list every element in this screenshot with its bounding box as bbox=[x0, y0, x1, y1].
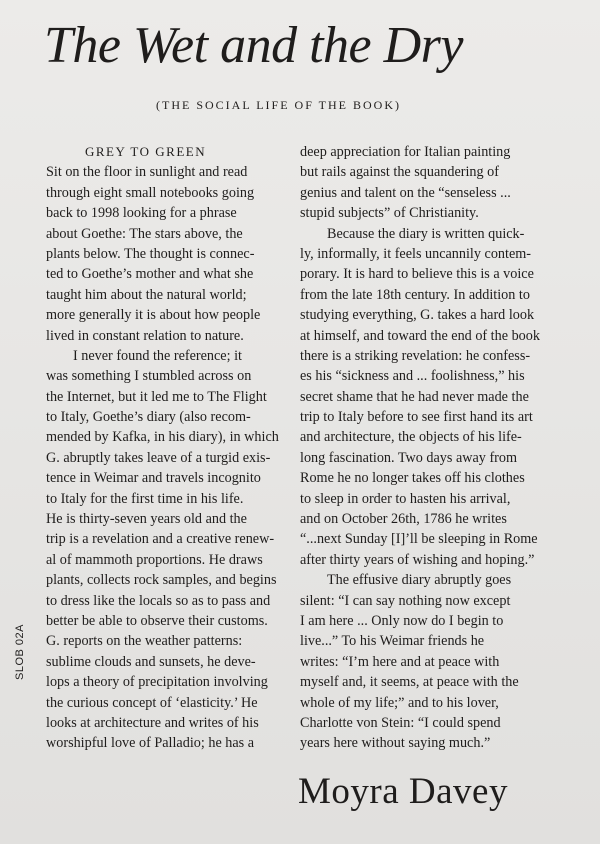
text-line: writes: “I’m here and at peace with bbox=[300, 653, 500, 670]
text-line: ted to Goethe’s mother and what she bbox=[46, 266, 254, 283]
text-line: through eight small notebooks going bbox=[46, 184, 255, 201]
side-code: SLOB 02A bbox=[14, 624, 26, 680]
text-line: the Internet, but it led me to The Flight bbox=[46, 388, 267, 405]
text-line: more generally it is about how people bbox=[46, 307, 261, 324]
text-line: secret shame that he had never made the bbox=[300, 388, 529, 405]
text-line: and architecture, the objects of his life- bbox=[300, 429, 522, 446]
text-line: es his “sickness and ... foolishness,” his bbox=[300, 368, 525, 385]
text-line: Charlotte von Stein: “I could spend bbox=[300, 714, 501, 731]
text-line: Because the diary is written quick- bbox=[327, 225, 525, 242]
text-line: lived in constant relation to nature. bbox=[46, 327, 244, 344]
text-line: porary. It is hard to believe this is a voice bbox=[300, 266, 534, 283]
text-line: to dress like the locals so as to pass and bbox=[46, 592, 271, 609]
text-line: trip is a revelation and a creative renew- bbox=[46, 531, 275, 548]
text-line: was something I stumbled across on bbox=[46, 368, 252, 385]
text-line: trip to Italy before to see first hand its art bbox=[300, 409, 533, 426]
text-line: stupid subjects” of Christianity. bbox=[300, 205, 479, 222]
text-line: after thirty years of wishing and hoping.” bbox=[300, 551, 535, 568]
text-line: Sit on the floor in sunlight and read bbox=[46, 164, 248, 181]
text-line: to sleep in order to hasten his arrival, bbox=[300, 490, 511, 507]
text-line: Rome he no longer takes off his clothes bbox=[300, 470, 525, 487]
text-line: tence in Weimar and travels incognito bbox=[46, 470, 261, 487]
text-line: plants below. The thought is connec- bbox=[46, 245, 255, 262]
text-line: but rails against the squandering of bbox=[300, 164, 499, 181]
text-line: G. abruptly takes leave of a turgid exis- bbox=[46, 449, 271, 466]
right-column bbox=[300, 142, 558, 754]
text-line: there is a striking revelation: he confess- bbox=[300, 347, 531, 364]
text-line: I never found the reference; it bbox=[73, 347, 242, 364]
text-line: He is thirty-seven years old and the bbox=[46, 511, 247, 528]
text-line: and on October 26th, 1786 he writes bbox=[300, 511, 507, 528]
text-line: from the late 18th century. In addition to bbox=[300, 286, 530, 303]
text-line: years here without saying much.” bbox=[300, 735, 491, 752]
text-line: ly, informally, it feels uncannily contem- bbox=[300, 245, 532, 262]
author-name: Moyra Davey bbox=[298, 771, 508, 812]
left-column bbox=[46, 142, 292, 754]
text-line: looks at architecture and writes of his bbox=[46, 714, 259, 731]
page-title: The Wet and the Dry bbox=[44, 17, 463, 74]
text-line: live...” To his Weimar friends he bbox=[300, 633, 485, 650]
text-line: studying everything, G. takes a hard look bbox=[300, 307, 535, 324]
text-line: long fascination. Two days away from bbox=[300, 449, 518, 466]
text-line: to Italy for the first time in his life. bbox=[46, 490, 244, 507]
section-heading: GREY TO GREEN bbox=[85, 144, 207, 159]
text-line: lops a theory of precipitation involving bbox=[46, 674, 268, 691]
text-line: the curious concept of ‘elasticity.’ He bbox=[46, 694, 258, 711]
subtitle: (THE SOCIAL LIFE OF THE BOOK) bbox=[156, 98, 401, 112]
text-line: myself and, it seems, at peace with the bbox=[300, 674, 519, 691]
text-line: to Italy, Goethe’s diary (also recom- bbox=[46, 409, 251, 426]
text-line: worshipful love of Palladio; he has a bbox=[46, 735, 255, 752]
text-line: whole of my life;” and to his lover, bbox=[300, 694, 499, 711]
text-line: silent: “I can say nothing now except bbox=[300, 592, 511, 609]
text-line: al of mammoth proportions. He draws bbox=[46, 551, 263, 568]
text-line: genius and talent on the “senseless ... bbox=[300, 184, 511, 201]
text-line: G. reports on the weather patterns: bbox=[46, 633, 243, 650]
text-line: back to 1998 looking for a phrase bbox=[46, 205, 237, 222]
text-line: about Goethe: The stars above, the bbox=[46, 225, 243, 242]
text-line: The effusive diary abruptly goes bbox=[327, 572, 512, 589]
text-line: better be able to observe their customs. bbox=[46, 612, 268, 629]
text-line: “...next Sunday [I]’ll be sleeping in Rome bbox=[300, 531, 538, 548]
text-line: plants, collects rock samples, and begins bbox=[46, 572, 277, 589]
text-line: taught him about the natural world; bbox=[46, 286, 247, 303]
text-line: at himself, and toward the end of the book bbox=[300, 327, 540, 344]
text-line: deep appreciation for Italian painting bbox=[300, 144, 511, 160]
text-line: mended by Kafka, in his diary), in which bbox=[46, 429, 279, 446]
text-line: I am here ... Only now do I begin to bbox=[300, 612, 504, 629]
text-line: sublime clouds and sunsets, he deve- bbox=[46, 653, 256, 670]
